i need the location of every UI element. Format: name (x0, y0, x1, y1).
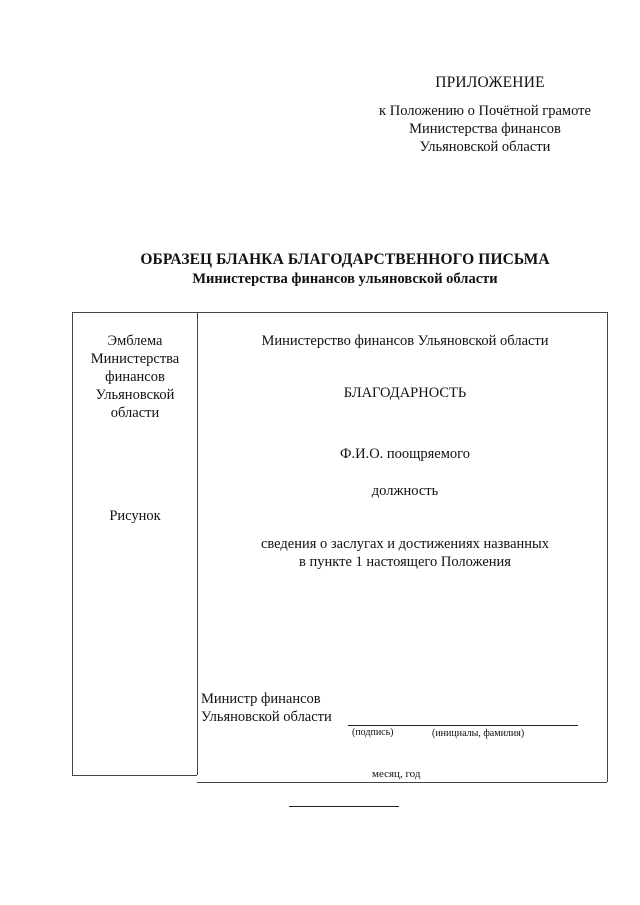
emblem-line-3: финансов (105, 369, 165, 385)
heading-title: ОБРАЗЕЦ БЛАНКА БЛАГОДАРСТВЕННОГО ПИСЬМА (140, 251, 550, 268)
initials-caption: (инициалы, фамилия) (432, 728, 525, 739)
minister-title: Министр финансов (201, 691, 321, 707)
appendix-line-3: Ульяновской области (419, 139, 551, 155)
ministry-name: Министерство финансов Ульяновской области (261, 333, 549, 349)
emblem-line-2: Министерства (90, 351, 180, 367)
form-frame-bottom-left (72, 775, 197, 776)
gratitude-title: БЛАГОДАРНОСТЬ (343, 385, 467, 401)
appendix-line-1: к Положению о Почётной грамоте (379, 103, 591, 119)
merits-line-2: в пункте 1 настоящего Положения (299, 554, 511, 570)
emblem-line-5: области (110, 405, 160, 421)
emblem-line-4: Ульяновской (95, 387, 175, 403)
document-heading (100, 251, 590, 288)
recipient-name-placeholder: Ф.И.О. поощряемого (340, 446, 470, 462)
signature-line (348, 725, 578, 726)
footer-rule (289, 806, 399, 807)
form-frame-left (72, 312, 73, 775)
appendix-line-2: Министерства финансов (409, 121, 561, 137)
form-frame-bottom-right (197, 782, 607, 783)
recipient-position-placeholder: должность (371, 483, 439, 499)
date-caption: месяц, год (372, 768, 421, 780)
form-frame-right (607, 312, 608, 782)
form-frame-top (72, 312, 608, 313)
form-column-divider (197, 312, 198, 775)
heading-subtitle: Министерства финансов ульяновской области (192, 271, 498, 287)
appendix-block (360, 74, 610, 156)
merits-line-1: сведения о заслугах и достижениях названных (260, 536, 550, 552)
appendix-title: ПРИЛОЖЕНИЕ (435, 74, 545, 91)
minister-region: Ульяновской области (201, 709, 332, 725)
emblem-placeholder (76, 332, 194, 422)
emblem-line-1: Эмблема (107, 333, 163, 349)
merits-description (210, 535, 600, 571)
picture-placeholder: Рисунок (109, 508, 161, 524)
signature-caption: (подпись) (352, 727, 394, 738)
minister-signature-block (201, 690, 332, 726)
